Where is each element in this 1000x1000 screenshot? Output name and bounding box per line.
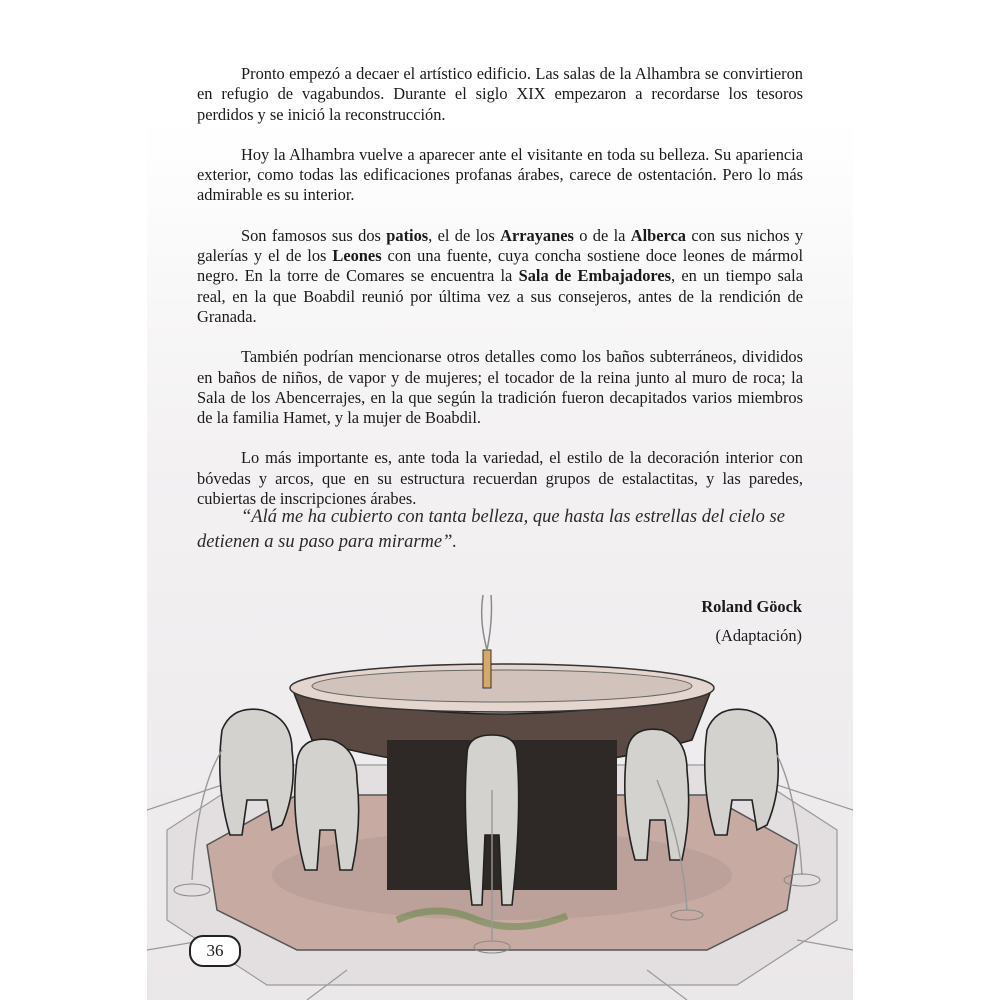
text-run: , en un tiempo sala real, en la que Boabdil reunió por última vez a sus consejeros, antes de la rendición de Granada. (197, 266, 804, 326)
book-page (147, 0, 853, 1000)
bold-term: patios (386, 225, 429, 245)
text-run: También podrían mencionarse otros detalles como los baños subterráneos, divididos en baños de niños, de vapor y de mujeres; el tocador de la reina junto al muro de roca; la Sala de los Abencerrajes, en la que según la tradición fueron decapitados varios miembros de la familia Hamet, y la mujer de Boabdil. (197, 347, 803, 428)
text-run: Hoy la Alhambra vuelve a aparecer ante el visitante en toda su belleza. Su apariencia exterior, como todas las edificaciones profanas árabes, carece de ostentación. Pero lo más admirable es su interior. (197, 144, 803, 205)
text-run: con sus nichos y galerías y el de los (197, 225, 804, 266)
paragraph (197, 226, 803, 327)
text-run: Son famosos sus dos (241, 225, 387, 245)
bold-term: Alberca (630, 225, 686, 245)
paragraph (197, 145, 803, 206)
paragraph (197, 347, 803, 428)
bold-term: Sala de Embajadores (518, 266, 672, 286)
body-text (197, 64, 803, 529)
quote: “Alá me ha cubierto con tanta belleza, que hasta las estrellas del cielo se detienen a su paso para mirarme”. (197, 507, 785, 552)
text-run: , el de los (428, 225, 501, 245)
text-run: o de la (573, 225, 631, 245)
page-number-badge (189, 935, 241, 967)
lion-fountain-illustration (147, 590, 853, 1000)
paragraph (197, 448, 803, 509)
text-run: Pronto empezó a decaer el artístico edificio. Las salas de la Alhambra se convirtieron en refugio de vagabundos. Durante el siglo XIX empezaron a recordarse los tesoros perdidos y se inició la reconstrucción. (197, 64, 803, 124)
author-note: (Adaptación) (715, 626, 802, 645)
text-run: Lo más importante es, ante toda la variedad, el estilo de la decoración interior con bóvedas y arcos, que en su estructura recuerdan grupos de estalactitas, y las paredes, cubiertas de inscripciones árabes. (197, 448, 803, 509)
bold-term: Leones (332, 246, 382, 266)
bold-term: Arrayanes (500, 225, 574, 245)
quote-author: Roland Göock (701, 597, 802, 616)
paragraph (197, 64, 803, 125)
page-number: 36 (206, 941, 224, 960)
text-run: con una fuente, cuya concha sostiene doce leones de mármol negro. En la torre de Comares se encuentra la (197, 246, 804, 286)
